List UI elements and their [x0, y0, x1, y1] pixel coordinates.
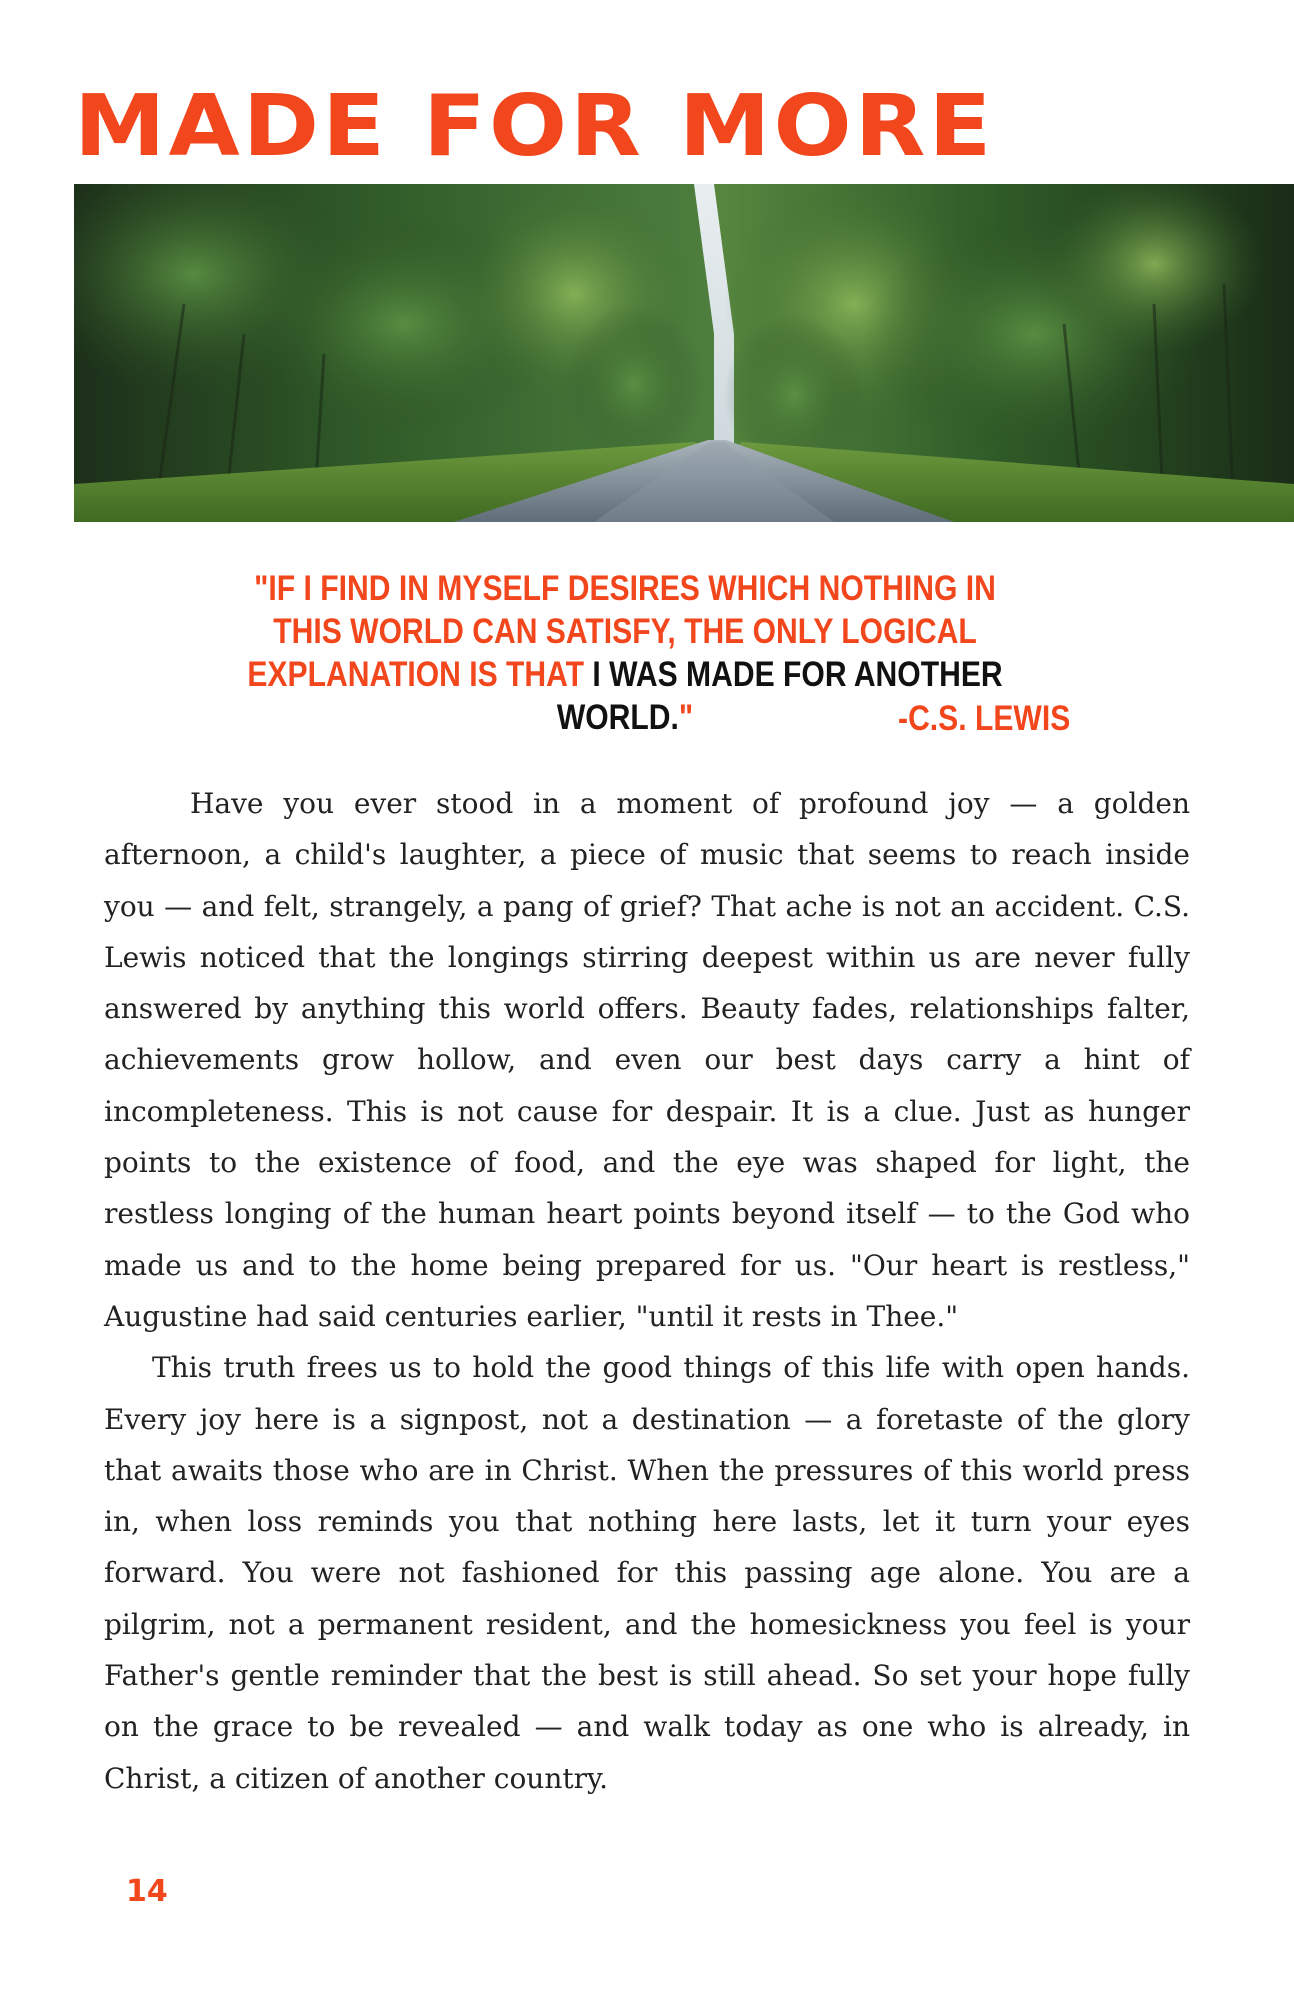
body-paragraph: Have you ever stood in a moment of profound joy — a golden afternoon, a child's laughter, a piece of music that seems to reach inside you — and felt, strangely, a pang of grief? That ache is not an accident. C.S. Lewis noticed that the longings stirring deepest within us are never fully answered by anything this world offers. Beauty fades, relationships falter, achievements grow hollow, and even our best days carry a hint of incompleteness. This is not cause for despair. It is a clue. Just as hunger points to the existence of food, and the eye was shaped for light, the restless longing of the human heart points beyond itself — to the God who made us and to the home being prepared for us. "Our heart is restless," Augustine had said centuries earlier, "until it rests in Thee."	[104, 787, 1190, 1333]
body-paragraph: This truth frees us to hold the good things of this life with open hands. Every joy here is a signpost, not a destination — a foretaste of the glory that awaits those who are in Christ. When the pressures of this world press in, when loss reminds you that nothing here lasts, let it turn your eyes forward. You were not fashioned for this passing age alone. You are a pilgrim, not a permanent resident, and the homesickness you feel is your Father's gentle reminder that the best is still ahead. So set your hope fully on the grace to be revealed — and walk today as one who is already, in Christ, a citizen of another country.	[104, 1351, 1190, 1795]
forest-road-illustration	[74, 184, 1294, 522]
body-text	[104, 778, 1190, 1804]
quote-closing-mark: "	[678, 698, 694, 737]
quote-text-accent: "IF I FIND IN MYSELF DESIRES WHICH NOTHING IN THIS WORLD CAN SATISFY, THE ONLY LOGICAL EXPLANATION IS THAT	[247, 569, 996, 694]
hero-image	[74, 184, 1294, 522]
quote-attribution: -C.S. LEWIS	[897, 699, 1070, 738]
quote-text-dark: I WAS MADE FOR ANOTHER WORLD.	[556, 655, 1003, 737]
page-number: 14	[126, 1874, 168, 1909]
page-title: MADE FOR MORE	[74, 76, 995, 176]
